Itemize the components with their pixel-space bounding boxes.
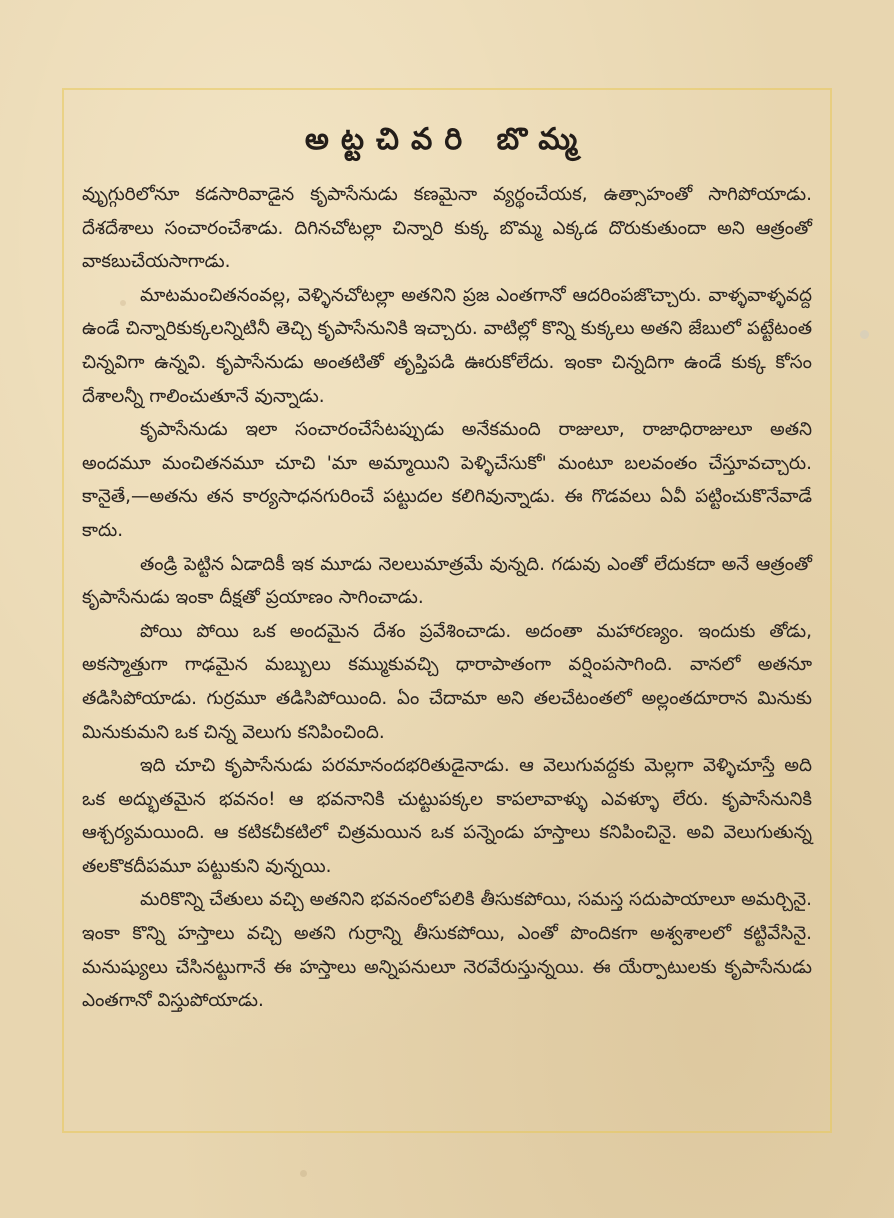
- paragraph-1: వృుగ్గురిలోనూ కడసారివాడైన కృపాసేనుడు కణమైనా వ్యర్థంచేయక, ఉత్సాహంతో సాగిపోయాడు. దేశదేశాలు సంచారంచేశాడు. దిగినచోటల్లా చిన్నారి కుక్క బొమ్మ ఎక్కడ దొరుకుతుందా అని ఆత్రంతో వాకబుచేయసాగాడు.: [82, 184, 812, 273]
- paragraph-2: మాటమంచితనంవల్ల, వెళ్ళినచోటల్లా అతనిని ప్రజ ఎంతగానో ఆదరింపజొచ్చారు. వాళ్ళవాళ్ళవద్ద ఉండే చిన్నారికుక్కలన్నిటినీ తెచ్చి కృపాసేనునికి ఇచ్చారు. వాటిల్లో కొన్ని కుక్కలు అతని జేబులో పట్టేటంత చిన్నవిగా ఉన్నవి. కృపాసేనుడు అంతటితో తృప్తిపడి ఊరుకోలేదు. ఇంకా చిన్నదిగా ఉండే కుక్క కోసం దేశాలన్నీ గాలించుతూనే వున్నాడు.: [82, 284, 812, 407]
- page-content: [82, 122, 812, 1018]
- paper-spot: [860, 330, 869, 339]
- paragraph-7: మరికొన్ని చేతులు వచ్చి అతనిని భవనంలోపలికి తీసుకపోయి, సమస్త సదుపాయాలూ అమర్చినై. ఇంకా కొన్ని హస్తాలు వచ్చి అతని గుర్రాన్ని తీసుకపోయి, ఎంతో పొందికగా అశ్వశాలలో కట్టివేసినై. మనుష్యులు చేసినట్టుగానే ఈ హస్తాలు అన్నిపనులూ నెరవేరుస్తున్నయి. ఈ యేర్పాటులకు కృపాసేనుడు ఎంతగానో విస్తుపోయాడు.: [82, 889, 812, 1012]
- paragraph-5: పోయి పోయి ఒక అందమైన దేశం ప్రవేశించాడు. అదంతా మహారణ్యం. ఇందుకు తోడు, అకస్మాత్తుగా గాఢమైన మబ్బులు కమ్ముకువచ్చి ధారాపాతంగా వర్షింపసాగింది. వానలో అతనూ తడిసిపోయాడు. గుర్రమూ తడిసిపోయింది. ఏం చేదామా అని తలచేటంతలో అల్లంతదూరాన మినుకు మినుకుమని ఒక చిన్న వెలుగు కనిపించింది.: [82, 620, 812, 743]
- paragraph-6: ఇది చూచి కృపాసేనుడు పరమానందభరితుడైనాడు. ఆ వెలుగువద్దకు మెల్లగా వెళ్ళిచూస్తే అది ఒక అద్భుతమైన భవనం! ఆ భవనానికి చుట్టుపక్కల కాపలావాళ్ళు ఎవళ్ళూ లేరు. కృపాసేనునికి ఆశ్చర్యమయింది. ఆ కటికచీకటిలో చిత్రమయిన ఒక పన్నెండు హస్తాలు కనిపించినై. అవి వెలుగుతున్న తలకొకదీపమూ పట్టుకుని వున్నయి.: [82, 755, 812, 877]
- paragraph-4: తండ్రి పెట్టిన ఏడాదికీ ఇక మూడు నెలలుమాత్రమే వున్నది. గడువు ఎంతో లేదుకదా అనే ఆత్రంతో కృపాసేనుడు ఇంకా దీక్షతో ప్రయాణం సాగించాడు.: [82, 553, 812, 609]
- paragraph-3: కృపాసేనుడు ఇలా సంచారంచేసేటప్పుడు అనేకమంది రాజులూ, రాజాధిరాజులూ అతని అందమూ మంచితనమూ చూచి 'మా అమ్మాయిని పెళ్ళిచేసుకో' మంటూ బలవంతం చేస్తూవచ్చారు. కానైతే,—అతను తన కార్యసాధనగురించే పట్టుదల కలిగివున్నాడు. ఈ గొడవలు ఏవీ పట్టించుకొనేవాడే కాదు.: [82, 419, 812, 541]
- paper-spot: [300, 1170, 307, 1177]
- page-title: అట్టచివరి బొమ్మ: [304, 122, 590, 157]
